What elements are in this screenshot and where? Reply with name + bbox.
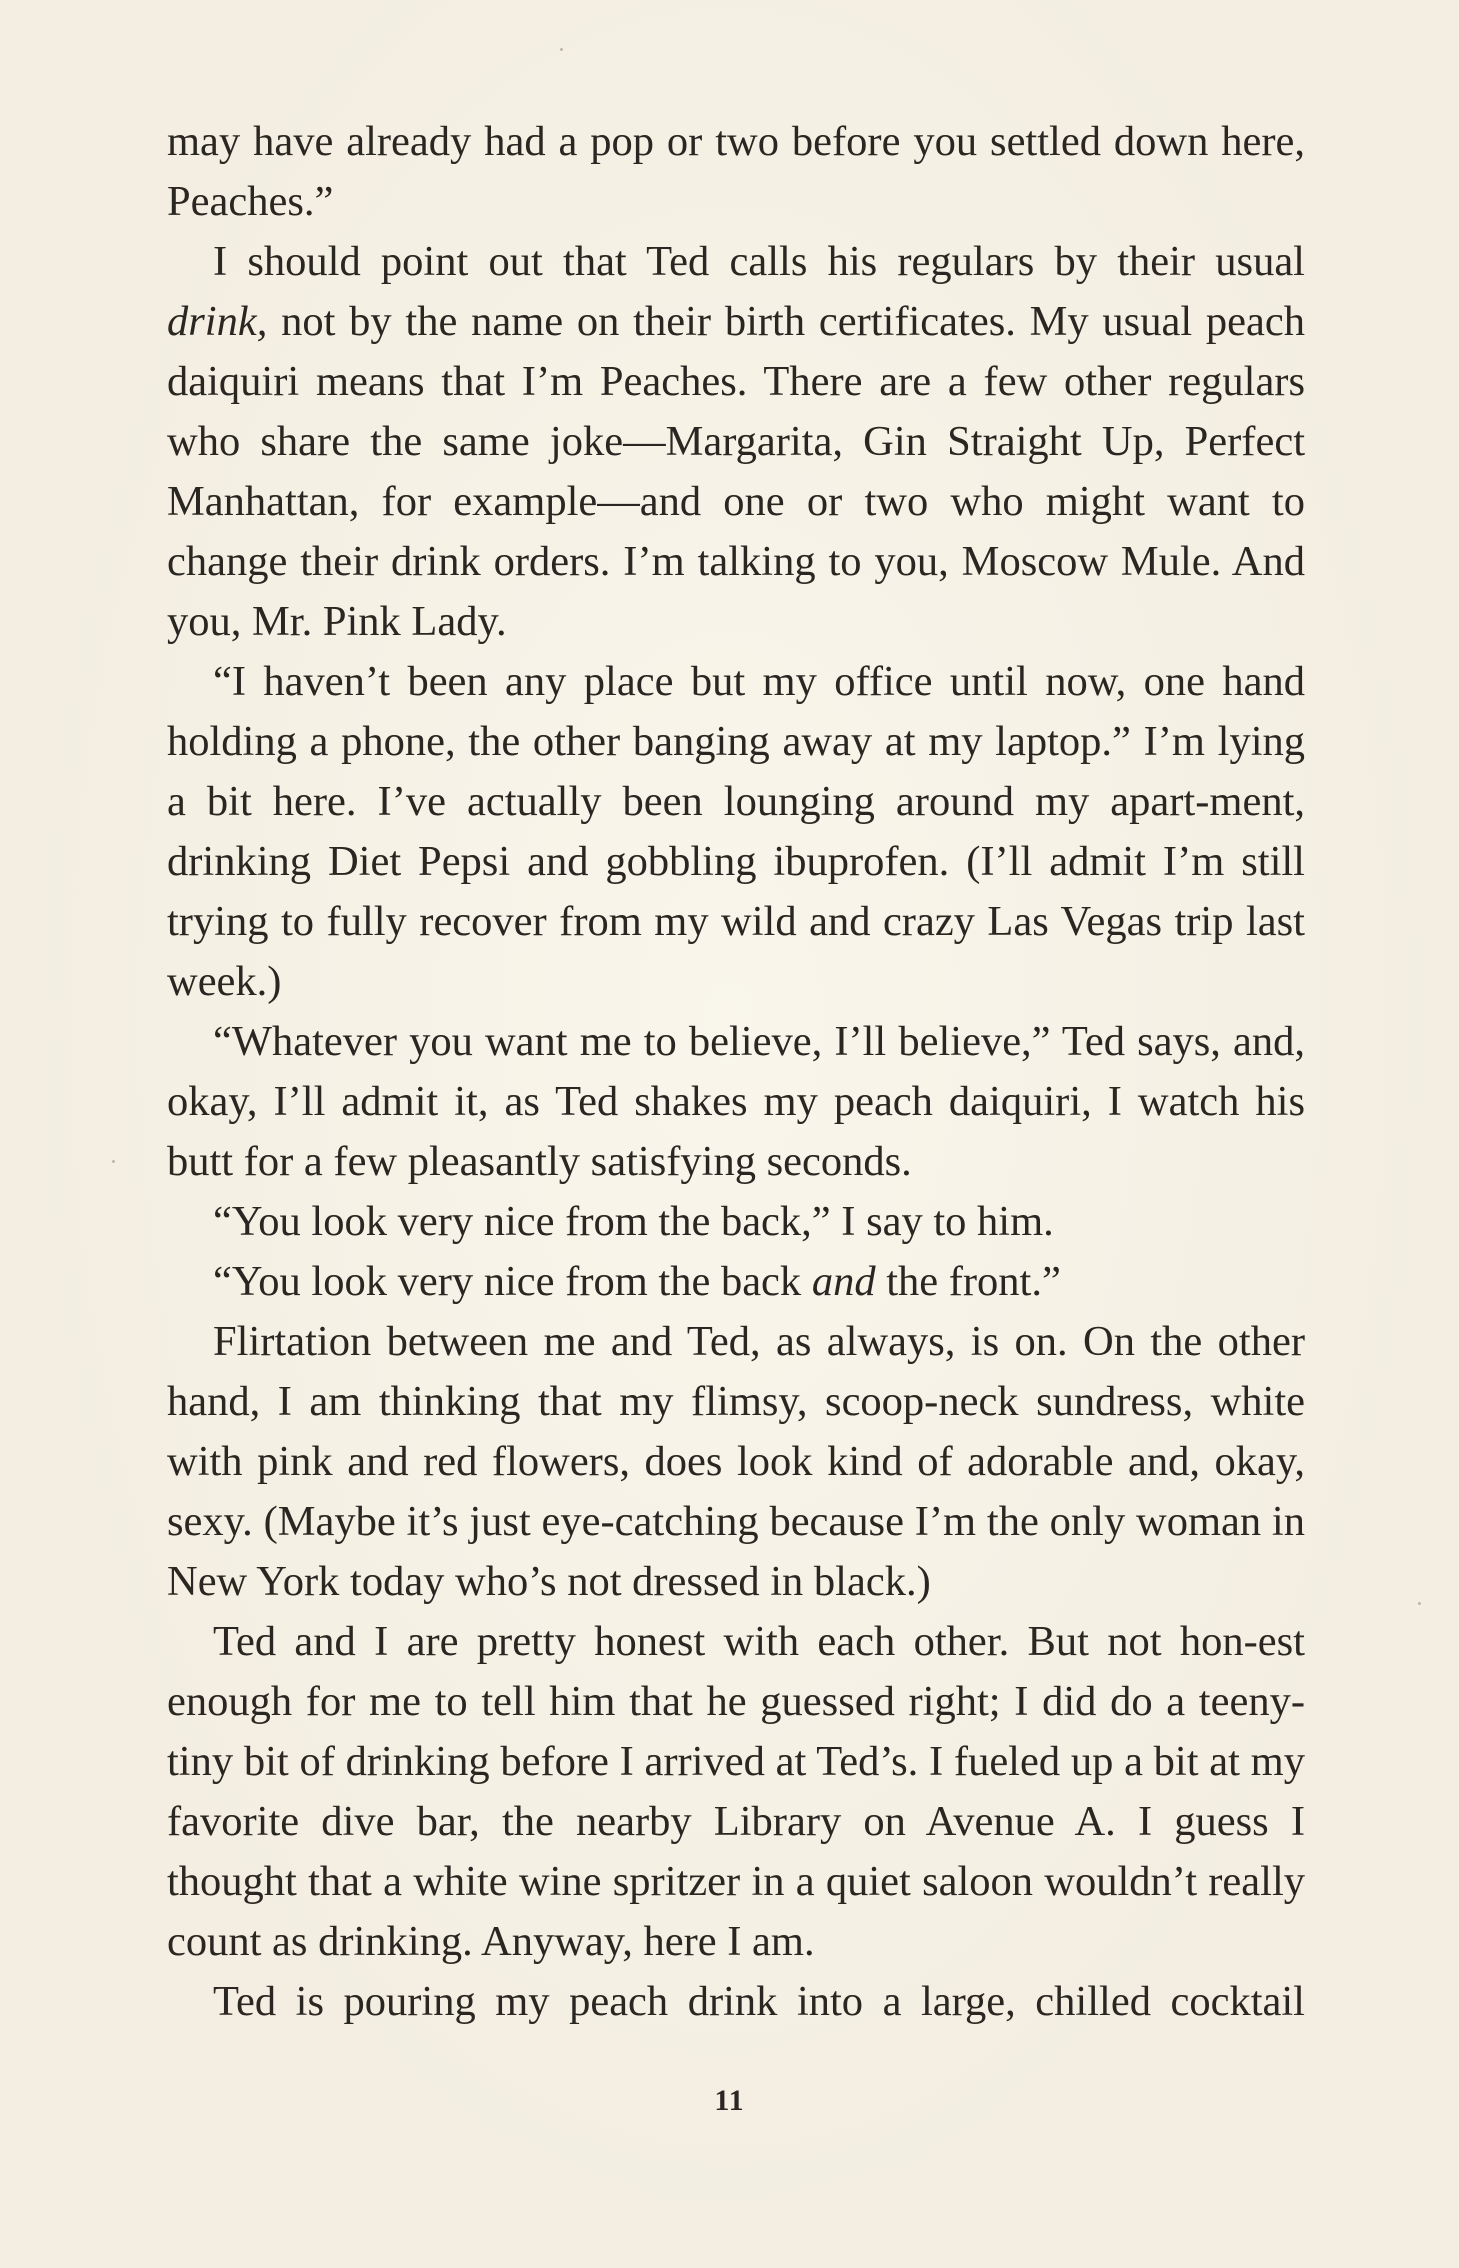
paper-speck [112, 1160, 115, 1163]
paragraph [167, 1312, 1305, 1612]
paragraph [167, 652, 1305, 1012]
paper-speck [1418, 1602, 1421, 1605]
text-run: Ted is pouring my peach drink into a large, chilled cocktail [213, 1978, 1305, 2025]
page-number: 11 [714, 2084, 745, 2117]
paragraph [167, 1972, 1305, 2032]
text-run: “I haven’t been any place but my office until now, one hand holding a phone, the other banging away at my laptop.” I’m lying a bit here. I’ve actually been lounging around my apart-ment, drinking Diet Pepsi and gobbling ibuprofen. (I’ll admit I’m still trying to fully recover from my wild and crazy Las Vegas trip last week.) [167, 658, 1305, 1005]
text-run: Ted and I are pretty honest with each other. But not hon-est enough for me to tell him that he guessed right; I did do a teeny-tiny bit of drinking before I arrived at Ted’s. I fueled up a bit at my favorite dive bar, the nearby Library on Avenue A. I guess I thought that a white wine spritzer in a quiet saloon wouldn’t really count as drinking. Anyway, here I am. [167, 1618, 1305, 1965]
paragraph [167, 1192, 1305, 1252]
text-run: Flirtation between me and Ted, as always, is on. On the other hand, I am thinking that my flimsy, scoop-neck sundress, white with pink and red flowers, does look kind of adorable and, okay, sexy. (Maybe it’s just eye-catching because I’m the only woman in New York today who’s not dressed in black.) [167, 1318, 1305, 1605]
paragraph [167, 1612, 1305, 1972]
italic-run: and [811, 1258, 876, 1305]
paper-speck [560, 48, 563, 51]
text-run: “You look very nice from the back [213, 1258, 812, 1305]
italic-run: drink, [167, 298, 268, 345]
paragraph [167, 232, 1305, 652]
text-run: not by the name on their birth certificates. My usual peach daiquiri means that I’m Peaches. There are a few other regulars who share the same joke—Margarita, Gin Straight Up, Perfect Manhattan, for example—and one or two who might want to change their drink orders. I’m talking to you, Moscow Mule. And you, Mr. Pink Lady. [167, 298, 1305, 645]
text-run: may have already had a pop or two before you settled down here, Peaches.” [167, 118, 1305, 225]
text-run: I should point out that Ted calls his regulars by their usual [213, 238, 1305, 285]
paragraph [167, 1012, 1305, 1192]
text-run: the front.” [875, 1258, 1061, 1305]
paragraph [167, 112, 1305, 232]
text-run: “Whatever you want me to believe, I’ll believe,” Ted says, and, okay, I’ll admit it, as Ted shakes my peach daiquiri, I watch his butt for a few pleasantly satisfying seconds. [167, 1018, 1305, 1185]
text-run: “You look very nice from the back,” I say to him. [213, 1198, 1054, 1245]
body-text [167, 112, 1305, 2032]
paragraph [167, 1252, 1305, 1312]
